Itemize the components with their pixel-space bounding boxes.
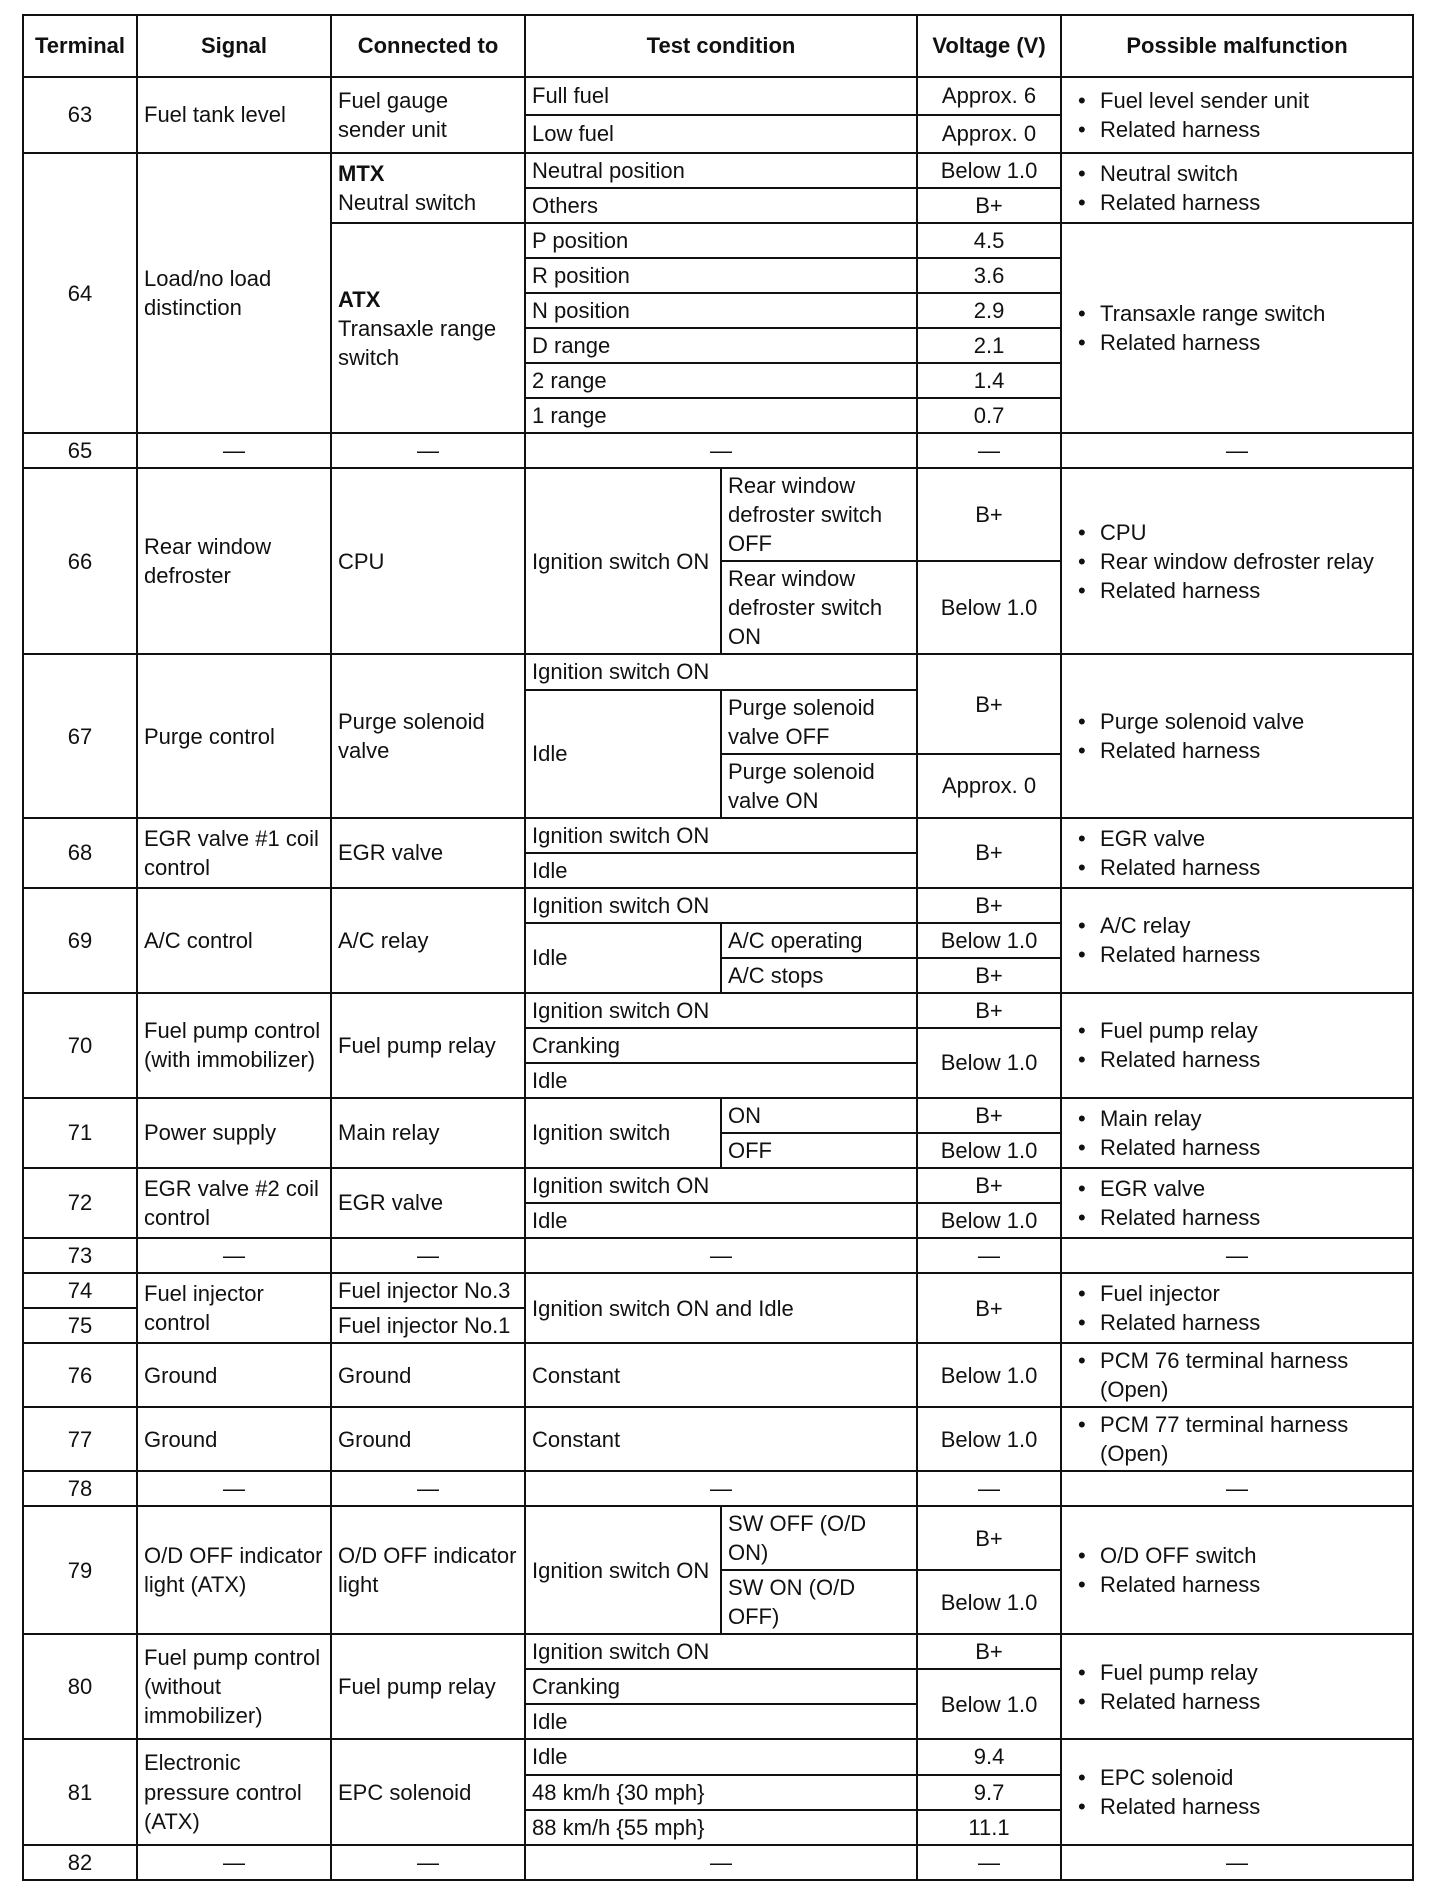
- malfunction-item: • CPU: [1078, 518, 1406, 547]
- condition-cell: D range: [525, 328, 917, 363]
- condition-cell: Ignition switch ON: [525, 654, 917, 689]
- terminal-cell: 63: [23, 77, 137, 153]
- signal-cell: Purge control: [137, 654, 331, 817]
- empty-dash: —: [1061, 433, 1413, 468]
- malfunction-item: • Fuel level sender unit: [1078, 86, 1406, 115]
- condition-cell: Idle: [525, 853, 917, 888]
- condition-cell: Idle: [525, 1739, 917, 1774]
- malfunction-cell: [1061, 1739, 1413, 1844]
- empty-dash: —: [1061, 1238, 1413, 1273]
- connected-cell: EPC solenoid: [331, 1739, 525, 1844]
- voltage-cell: B+: [917, 888, 1061, 923]
- table-row: [23, 1168, 1413, 1203]
- condition-cell: Ignition switch ON: [525, 1634, 917, 1669]
- signal-cell: Power supply: [137, 1098, 331, 1168]
- connected-cell: Main relay: [331, 1098, 525, 1168]
- condition-cell: Ignition switch ON: [525, 1506, 721, 1634]
- terminal-cell: 77: [23, 1407, 137, 1471]
- signal-cell: A/C control: [137, 888, 331, 993]
- condition-cell: Constant: [525, 1343, 917, 1407]
- malfunction-cell: [1061, 153, 1413, 223]
- connected-cell: A/C relay: [331, 888, 525, 993]
- table-row: [23, 1273, 1413, 1308]
- malfunction-item: • Related harness: [1078, 736, 1406, 765]
- malfunction-item: • Related harness: [1078, 115, 1406, 144]
- atx-label: ATX: [338, 286, 381, 312]
- terminal-cell: 78: [23, 1471, 137, 1506]
- terminal-cell: 82: [23, 1845, 137, 1880]
- connected-cell: [331, 153, 525, 223]
- connected-cell: Fuel injector No.1: [331, 1308, 525, 1343]
- table-row: [23, 654, 1413, 689]
- condition-cell: Constant: [525, 1407, 917, 1471]
- terminal-cell: 73: [23, 1238, 137, 1273]
- malfunction-cell: [1061, 1407, 1413, 1471]
- condition-cell: Idle: [525, 1704, 917, 1739]
- condition-cell: Ignition switch ON: [525, 468, 721, 654]
- condition-cell: Cranking: [525, 1028, 917, 1063]
- condition-cell: Idle: [525, 690, 721, 818]
- voltage-cell: B+: [917, 993, 1061, 1028]
- empty-dash: —: [917, 433, 1061, 468]
- terminal-cell: 67: [23, 654, 137, 817]
- malfunction-item: • O/D OFF switch: [1078, 1541, 1406, 1570]
- voltage-cell: 11.1: [917, 1810, 1061, 1845]
- signal-cell: Fuel pump control (with immobilizer): [137, 993, 331, 1098]
- voltage-cell: 2.1: [917, 328, 1061, 363]
- condition-cell: Ignition switch ON: [525, 993, 917, 1028]
- signal-cell: EGR valve #2 coil control: [137, 1168, 331, 1238]
- condition-cell: 1 range: [525, 398, 917, 433]
- voltage-cell: Approx. 0: [917, 754, 1061, 818]
- condition-cell: Cranking: [525, 1669, 917, 1704]
- header-row: [23, 15, 1413, 77]
- condition-cell: Ignition switch ON and Idle: [525, 1273, 917, 1343]
- terminal-cell: 71: [23, 1098, 137, 1168]
- voltage-cell: B+: [917, 188, 1061, 223]
- signal-cell: Load/no load distinction: [137, 153, 331, 433]
- table-row: [23, 1471, 1413, 1506]
- empty-dash: —: [137, 433, 331, 468]
- connected-cell: O/D OFF indicator light: [331, 1506, 525, 1634]
- malfunction-cell: [1061, 1506, 1413, 1634]
- condition-cell: Others: [525, 188, 917, 223]
- table-row: [23, 1634, 1413, 1669]
- terminal-cell: 76: [23, 1343, 137, 1407]
- malfunction-item: • EPC solenoid: [1078, 1763, 1406, 1792]
- sub-condition-cell: SW OFF (O/D ON): [721, 1506, 917, 1570]
- table-row: [23, 1407, 1413, 1471]
- malfunction-item: • Related harness: [1078, 1687, 1406, 1716]
- connected-cell: Fuel injector No.3: [331, 1273, 525, 1308]
- empty-dash: —: [917, 1238, 1061, 1273]
- malfunction-item: • Related harness: [1078, 940, 1406, 969]
- malfunction-cell: [1061, 1098, 1413, 1168]
- voltage-cell: Below 1.0: [917, 561, 1061, 654]
- condition-cell: Ignition switch ON: [525, 818, 917, 853]
- connected-cell: Fuel pump relay: [331, 1634, 525, 1739]
- header-signal: Signal: [137, 15, 331, 77]
- voltage-cell: Below 1.0: [917, 1028, 1061, 1098]
- table-row: [23, 77, 1413, 115]
- table-row: [23, 153, 1413, 188]
- empty-dash: —: [1061, 1845, 1413, 1880]
- malfunction-item: • Related harness: [1078, 1203, 1406, 1232]
- empty-dash: —: [525, 433, 917, 468]
- terminal-cell: 79: [23, 1506, 137, 1634]
- connected-cell: Fuel pump relay: [331, 993, 525, 1098]
- voltage-cell: 1.4: [917, 363, 1061, 398]
- voltage-cell: Below 1.0: [917, 1133, 1061, 1168]
- malfunction-item: • Related harness: [1078, 576, 1406, 605]
- malfunction-item: • Main relay: [1078, 1104, 1406, 1133]
- voltage-cell: Below 1.0: [917, 923, 1061, 958]
- sub-condition-cell: Rear window defroster switch ON: [721, 561, 917, 654]
- malfunction-cell: [1061, 1634, 1413, 1739]
- malfunction-item: • Fuel injector: [1078, 1279, 1406, 1308]
- malfunction-item: • Transaxle range switch: [1078, 299, 1406, 328]
- sub-condition-cell: Purge solenoid valve ON: [721, 754, 917, 818]
- terminal-cell: 65: [23, 433, 137, 468]
- empty-dash: —: [331, 1471, 525, 1506]
- sub-condition-cell: A/C stops: [721, 958, 917, 993]
- malfunction-cell: [1061, 77, 1413, 153]
- table-row: [23, 1238, 1413, 1273]
- connected-cell: Ground: [331, 1407, 525, 1471]
- voltage-cell: B+: [917, 1634, 1061, 1669]
- condition-cell: Ignition switch: [525, 1098, 721, 1168]
- mtx-label: MTX: [338, 161, 385, 186]
- condition-cell: 2 range: [525, 363, 917, 398]
- voltage-cell: Below 1.0: [917, 1570, 1061, 1634]
- empty-dash: —: [1061, 1471, 1413, 1506]
- sub-condition-cell: OFF: [721, 1133, 917, 1168]
- condition-cell: Idle: [525, 1203, 917, 1238]
- connected-cell: EGR valve: [331, 818, 525, 888]
- malfunction-item: • Neutral switch: [1078, 159, 1406, 188]
- empty-dash: —: [137, 1471, 331, 1506]
- terminal-cell: 66: [23, 468, 137, 654]
- table-row: [23, 993, 1413, 1028]
- voltage-cell: B+: [917, 654, 1061, 753]
- malfunction-item: • Related harness: [1078, 1045, 1406, 1074]
- condition-cell: Ignition switch ON: [525, 1168, 917, 1203]
- signal-cell: Ground: [137, 1407, 331, 1471]
- condition-cell: Ignition switch ON: [525, 888, 917, 923]
- voltage-cell: B+: [917, 1273, 1061, 1343]
- empty-dash: —: [917, 1471, 1061, 1506]
- malfunction-cell: [1061, 468, 1413, 654]
- malfunction-item: • Fuel pump relay: [1078, 1016, 1406, 1045]
- table-row: [23, 433, 1413, 468]
- voltage-cell: Below 1.0: [917, 1407, 1061, 1471]
- terminal-cell: 75: [23, 1308, 137, 1343]
- condition-cell: R position: [525, 258, 917, 293]
- malfunction-item: • Related harness: [1078, 1308, 1406, 1337]
- voltage-cell: Below 1.0: [917, 1343, 1061, 1407]
- connected-cell: Fuel gauge sender unit: [331, 77, 525, 153]
- terminal-cell: 70: [23, 993, 137, 1098]
- table-row: [23, 468, 1413, 561]
- condition-cell: Full fuel: [525, 77, 917, 115]
- table-row: [23, 1845, 1413, 1880]
- condition-cell: Neutral position: [525, 153, 917, 188]
- condition-cell: P position: [525, 223, 917, 258]
- malfunction-item: • PCM 76 terminal harness (Open): [1078, 1346, 1406, 1404]
- condition-cell: 88 km/h {55 mph}: [525, 1810, 917, 1845]
- sub-condition-cell: Rear window defroster switch OFF: [721, 468, 917, 561]
- malfunction-item: • EGR valve: [1078, 1174, 1406, 1203]
- voltage-cell: 9.4: [917, 1739, 1061, 1774]
- header-terminal: Terminal: [23, 15, 137, 77]
- malfunction-cell: [1061, 223, 1413, 433]
- malfunction-item: • Related harness: [1078, 853, 1406, 882]
- voltage-cell: 2.9: [917, 293, 1061, 328]
- voltage-cell: B+: [917, 1098, 1061, 1133]
- condition-cell: 48 km/h {30 mph}: [525, 1775, 917, 1810]
- voltage-cell: Below 1.0: [917, 1203, 1061, 1238]
- empty-dash: —: [917, 1845, 1061, 1880]
- voltage-cell: B+: [917, 958, 1061, 993]
- empty-dash: —: [331, 1845, 525, 1880]
- voltage-cell: 3.6: [917, 258, 1061, 293]
- terminal-cell: 80: [23, 1634, 137, 1739]
- malfunction-item: • EGR valve: [1078, 824, 1406, 853]
- sub-condition-cell: SW ON (O/D OFF): [721, 1570, 917, 1634]
- signal-cell: Fuel pump control (without immobilizer): [137, 1634, 331, 1739]
- connected-cell: Ground: [331, 1343, 525, 1407]
- malfunction-item: • PCM 77 terminal harness (Open): [1078, 1410, 1406, 1468]
- malfunction-cell: [1061, 1343, 1413, 1407]
- signal-cell: Fuel injector control: [137, 1273, 331, 1343]
- voltage-cell: 0.7: [917, 398, 1061, 433]
- connected-cell: Purge solenoid valve: [331, 654, 525, 817]
- voltage-cell: Approx. 0: [917, 115, 1061, 153]
- connected-cell: CPU: [331, 468, 525, 654]
- malfunction-item: • A/C relay: [1078, 911, 1406, 940]
- malfunction-item: • Rear window defroster relay: [1078, 547, 1406, 576]
- sub-condition-cell: A/C operating: [721, 923, 917, 958]
- sub-condition-cell: Purge solenoid valve OFF: [721, 690, 917, 754]
- malfunction-cell: [1061, 1168, 1413, 1238]
- empty-dash: —: [331, 433, 525, 468]
- malfunction-item: • Fuel pump relay: [1078, 1658, 1406, 1687]
- condition-cell: Idle: [525, 923, 721, 993]
- terminal-cell: 81: [23, 1739, 137, 1844]
- table-row: [23, 1098, 1413, 1133]
- voltage-cell: 4.5: [917, 223, 1061, 258]
- terminal-cell: 68: [23, 818, 137, 888]
- malfunction-item: • Related harness: [1078, 1570, 1406, 1599]
- malfunction-item: • Related harness: [1078, 328, 1406, 357]
- header-possible-malfunction: Possible malfunction: [1061, 15, 1413, 77]
- voltage-cell: B+: [917, 468, 1061, 561]
- header-test-condition: Test condition: [525, 15, 917, 77]
- sub-condition-cell: ON: [721, 1098, 917, 1133]
- table-row: [23, 1506, 1413, 1570]
- pcm-terminal-table: [22, 14, 1414, 1881]
- empty-dash: —: [525, 1238, 917, 1273]
- voltage-cell: Approx. 6: [917, 77, 1061, 115]
- header-connected-to: Connected to: [331, 15, 525, 77]
- voltage-cell: B+: [917, 1506, 1061, 1570]
- voltage-cell: Below 1.0: [917, 1669, 1061, 1739]
- malfunction-item: • Purge solenoid valve: [1078, 707, 1406, 736]
- malfunction-item: • Related harness: [1078, 1792, 1406, 1821]
- condition-cell: N position: [525, 293, 917, 328]
- malfunction-cell: [1061, 888, 1413, 993]
- signal-cell: O/D OFF indicator light (ATX): [137, 1506, 331, 1634]
- table-row: [23, 888, 1413, 923]
- empty-dash: —: [331, 1238, 525, 1273]
- connected-cell: EGR valve: [331, 1168, 525, 1238]
- empty-dash: —: [137, 1845, 331, 1880]
- malfunction-cell: [1061, 654, 1413, 817]
- malfunction-cell: [1061, 1273, 1413, 1343]
- malfunction-cell: [1061, 993, 1413, 1098]
- malfunction-item: • Related harness: [1078, 1133, 1406, 1162]
- mtx-component: Neutral switch: [338, 190, 477, 216]
- atx-component: Transaxle range switch: [338, 315, 497, 370]
- voltage-cell: B+: [917, 818, 1061, 888]
- connected-cell: [331, 223, 525, 433]
- signal-cell: Fuel tank level: [137, 77, 331, 153]
- condition-cell: Low fuel: [525, 115, 917, 153]
- voltage-cell: 9.7: [917, 1775, 1061, 1810]
- table-row: [23, 1739, 1413, 1774]
- voltage-cell: B+: [917, 1168, 1061, 1203]
- malfunction-item: • Related harness: [1078, 188, 1406, 217]
- terminal-cell: 72: [23, 1168, 137, 1238]
- condition-cell: Idle: [525, 1063, 917, 1098]
- empty-dash: —: [525, 1471, 917, 1506]
- terminal-cell: 64: [23, 153, 137, 433]
- header-voltage: Voltage (V): [917, 15, 1061, 77]
- table-row: [23, 818, 1413, 853]
- empty-dash: —: [525, 1845, 917, 1880]
- malfunction-cell: [1061, 818, 1413, 888]
- table-row: [23, 1343, 1413, 1407]
- empty-dash: —: [137, 1238, 331, 1273]
- signal-cell: Ground: [137, 1343, 331, 1407]
- signal-cell: Electronic pressure control (ATX): [137, 1739, 331, 1844]
- terminal-cell: 74: [23, 1273, 137, 1308]
- signal-cell: Rear window defroster: [137, 468, 331, 654]
- terminal-cell: 69: [23, 888, 137, 993]
- voltage-cell: Below 1.0: [917, 153, 1061, 188]
- signal-cell: EGR valve #1 coil control: [137, 818, 331, 888]
